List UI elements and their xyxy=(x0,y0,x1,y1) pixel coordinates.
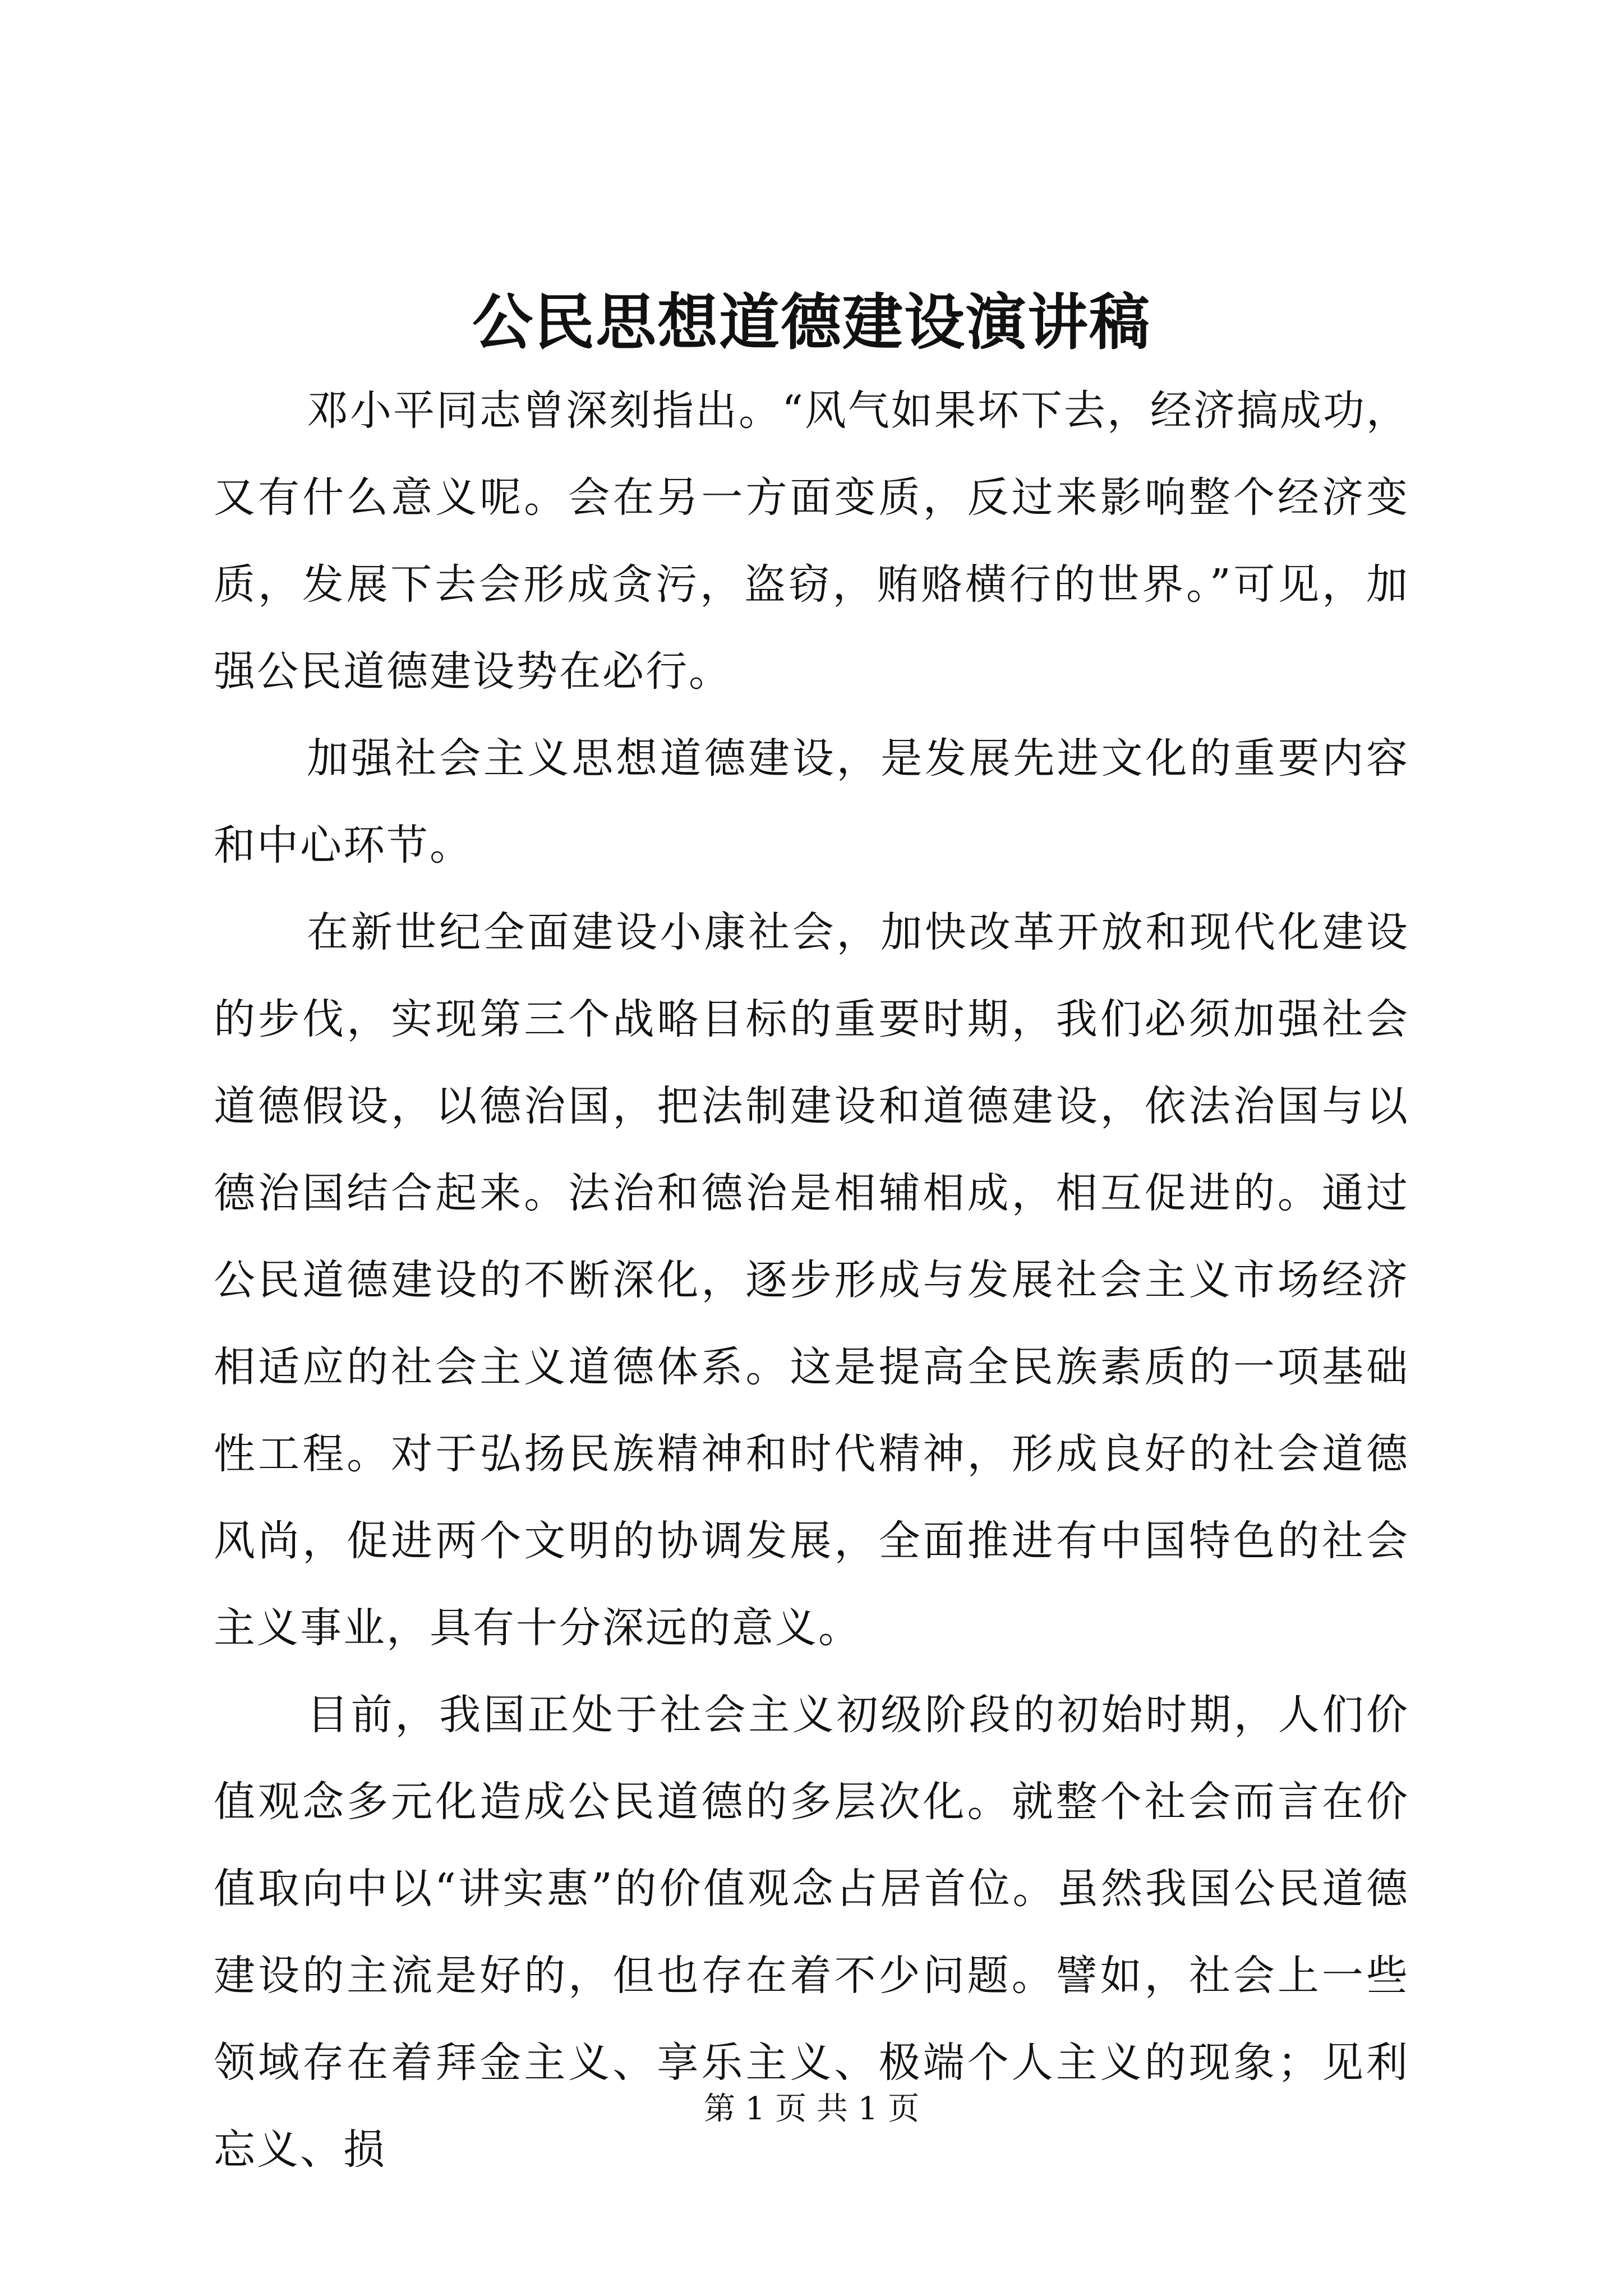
paragraph-3: 在新世纪全面建设小康社会，加快改革开放和现代化建设的步伐，实现第三个战略目标的重要时期，我们必须加强社会道德假设，以德治国，把法制建设和道德建设，依法治国与以德治国结合起来。法治和德治是相辅相成，相互促进的。通过公民道德建设的不断深化，逐步形成与发展社会主义市场经济相适应的社会主义道德体系。这是提高全民族素质的一项基础性工程。对于弘扬民族精神和时代精神，形成良好的社会道德风尚，促进两个文明的协调发展，全面推进有中国特色的社会主义事业，具有十分深远的意义。 xyxy=(214,908,1409,1652)
page-footer: 第 1 页 共 1 页 xyxy=(703,2091,920,2127)
document-body xyxy=(214,367,1409,2193)
paragraph-4: 目前，我国正处于社会主义初级阶段的初始时期，人们价值观念多元化造成公民道德的多层次化。就整个社会而言在价值取向中以“讲实惠”的价值观念占居首位。虽然我国公民道德建设的主流是好的，但也存在着不少问题。譬如，社会上一些领域存在着拜金主义、享乐主义、极端个人主义的现象；见利忘义、损 xyxy=(214,1691,1409,2174)
document-title: 公民思想道德建设演讲稿 xyxy=(472,287,1151,358)
paragraph-1: 邓小平同志曾深刻指出。“风气如果坏下去，经济搞成功，又有什么意义呢。会在另一方面变质，反过来影响整个经济变质，发展下去会形成贪污，盗窃，贿赂横行的世界。”可见，加强公民道德建设势在必行。 xyxy=(214,386,1409,696)
paragraph-2: 加强社会主义思想道德建设，是发展先进文化的重要内容和中心环节。 xyxy=(214,734,1409,869)
